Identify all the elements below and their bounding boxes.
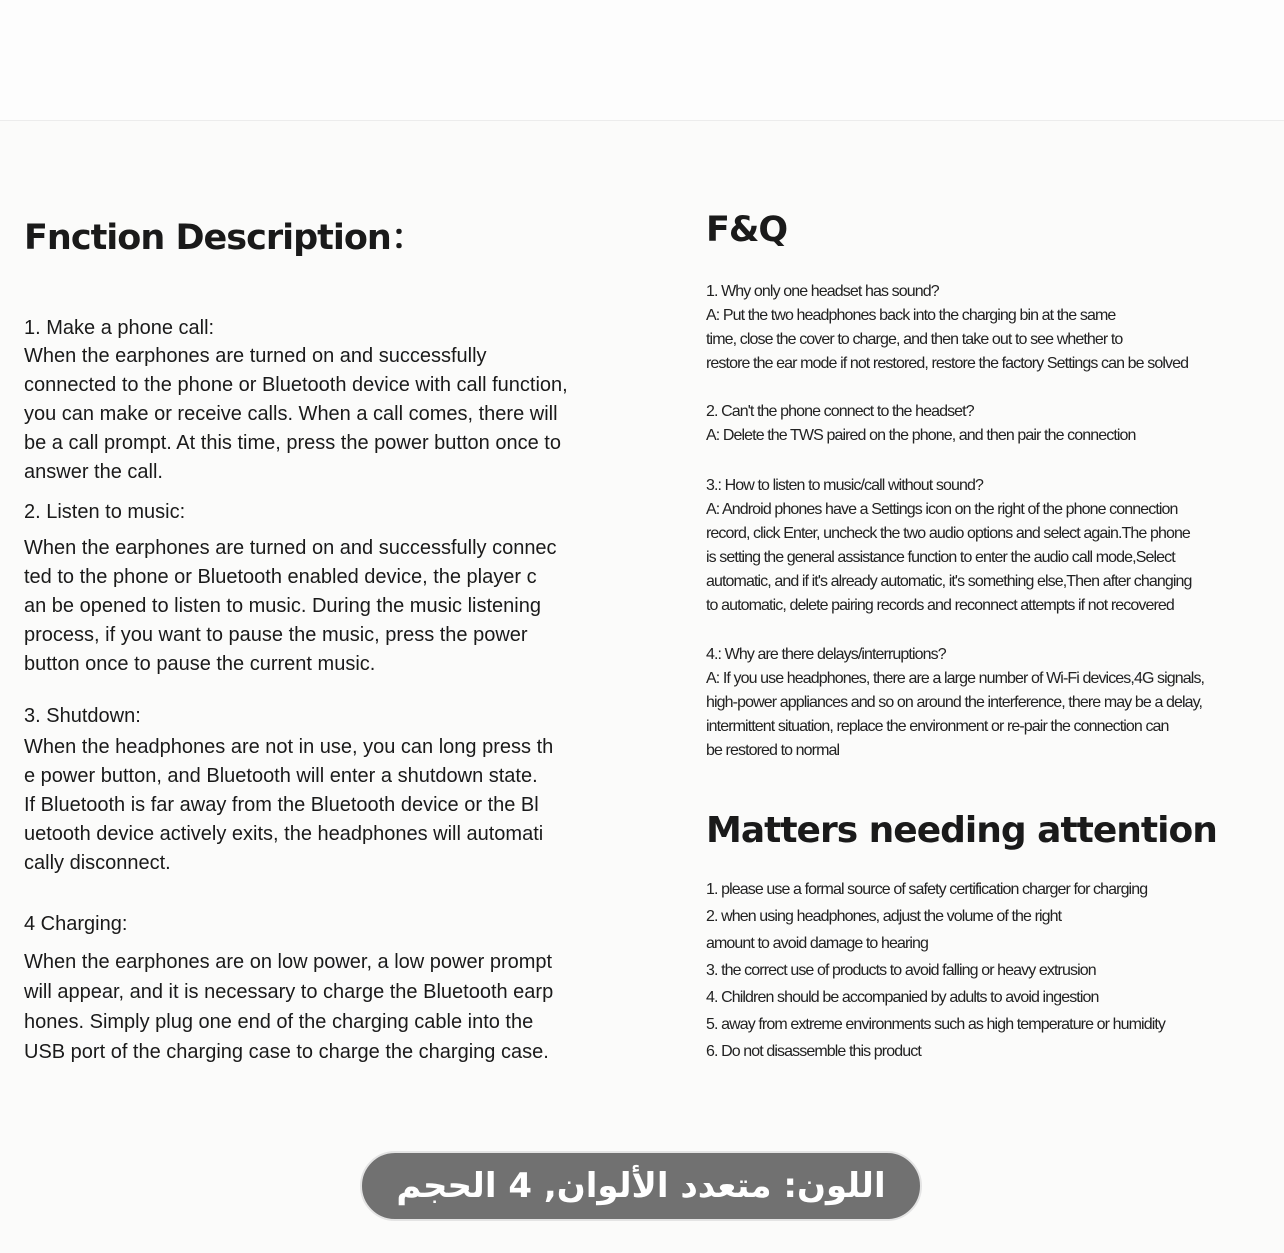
section-body: When the earphones are turned on and successfully connected to the phone or Bluetooth device with call function, you can make or receive calls. When a call comes, there will be a call prompt. At this time, press the power button once to answer the call. — [24, 345, 568, 483]
faq-column — [706, 210, 1276, 1060]
faq-item — [706, 474, 1281, 618]
faq-question: 1. Why only one headset has sound? — [706, 283, 939, 300]
section-make-phone-call — [24, 314, 684, 487]
list-item: 3. the correct use of products to avoid falling or heavy extrusion — [706, 962, 1096, 979]
list-item: 1. please use a formal source of safety certification charger for charging — [706, 881, 1148, 898]
faq-answer: A: If you use headphones, there are a large number of Wi-Fi devices,4G signals, high-power appliances and so on around the interference, there may be a delay, intermittent situation, replace the environment or re-pair the connection can be restored to normal — [706, 670, 1205, 759]
matters-list — [706, 876, 1281, 1065]
list-item: 5. away from extreme environments such as high temperature or humidity — [706, 1016, 1166, 1033]
faq-answer: A: Android phones have a Settings icon on the right of the phone connection record, click Enter, uncheck the two audio options and select again.The phone is setting the general assistance function to enter the audio call mode,Select automatic, and if it's already automatic, it's something else,Then after changing to automatic, delete pairing records and reconnect attempts if not recovered — [706, 501, 1192, 614]
faq-answer: A: Put the two headphones back into the charging bin at the same time, close the cover to charge, and then take out to see whether to restore the ear mode if not restored, restore the factory Settings can be solved — [706, 307, 1189, 372]
faq-heading: F&Q — [706, 210, 788, 250]
top-band — [0, 0, 1284, 121]
list-item: 2. when using headphones, adjust the volume of the right amount to avoid damage to hearing — [706, 908, 1062, 952]
faq-question: 2. Can't the phone connect to the headset? — [706, 403, 974, 420]
section-title: 3. Shutdown: — [24, 705, 141, 727]
faq-item — [706, 400, 1281, 448]
section-body: When the headphones are not in use, you can long press th e power button, and Bluetooth will enter a shutdown state. If Bluetooth is far away from the Bluetooth device or the Bl uetooth device actively exits, the headphones will automati cally disconnect. — [24, 736, 554, 874]
list-item: 4. Children should be accompanied by adults to avoid ingestion — [706, 989, 1099, 1006]
section-listen-to-music — [24, 498, 684, 679]
section-title: 2. Listen to music: — [24, 501, 186, 523]
section-shutdown — [24, 702, 684, 878]
function-description-heading: Fnction Description： — [24, 218, 425, 258]
section-charging — [24, 910, 684, 1067]
variant-badge: اللون: متعدد الألوان, 4 الحجم — [360, 1151, 922, 1221]
section-title: 1. Make a phone call: — [24, 317, 215, 339]
section-title: 4 Charging: — [24, 913, 128, 935]
matters-heading: Matters needing attention — [706, 810, 1217, 851]
section-body: When the earphones are on low power, a low power prompt will appear, and it is necessary to charge the Bluetooth earp hones. Simply plug one end of the charging cable into the USB port of the charging case to charge the charging case. — [24, 951, 554, 1063]
faq-item — [706, 643, 1281, 763]
faq-question: 4.: Why are there delays/interruptions? — [706, 646, 946, 663]
list-item: 6. Do not disassemble this product — [706, 1043, 921, 1060]
faq-question: 3.: How to listen to music/call without sound? — [706, 477, 983, 494]
faq-item — [706, 280, 1281, 376]
faq-answer: A: Delete the TWS paired on the phone, and then pair the connection — [706, 427, 1136, 444]
function-description-column — [24, 210, 684, 1063]
section-body: When the earphones are turned on and successfully connec ted to the phone or Bluetooth enabled device, the player c an be opened to listen to music. During the music listening process, if you want to pause the music, press the power button once to pause the current music. — [24, 537, 557, 675]
